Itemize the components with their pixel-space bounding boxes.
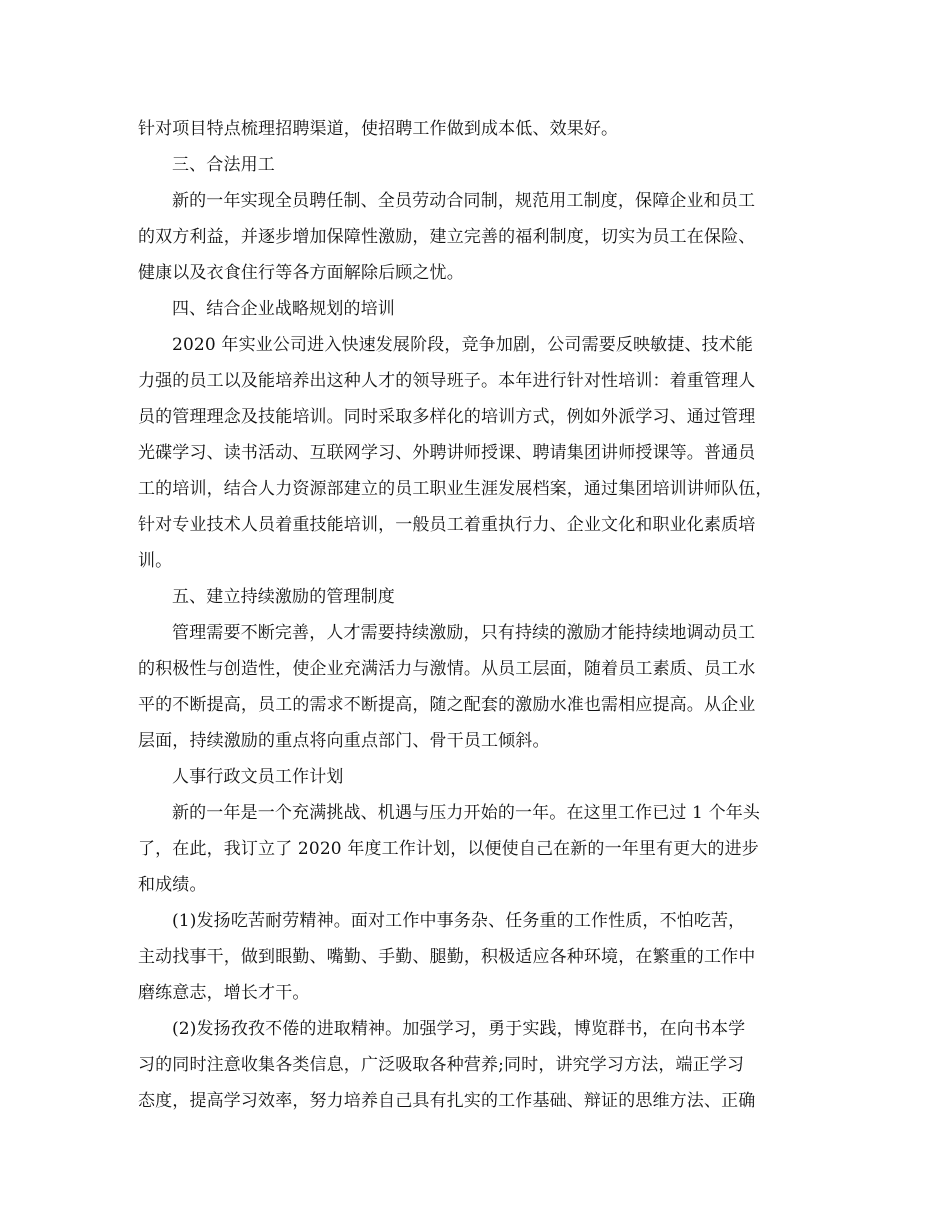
text-line: 态度，提高学习效率，努力培养自己具有扎实的工作基础、辩证的思维方法、正确: [138, 1091, 756, 1111]
text-line: 针对项目特点梳理招聘渠道，使招聘工作做到成本低、效果好。: [138, 119, 619, 139]
text-line: 新的一年是一个充满挑战、机遇与压力开始的一年。在这里工作已过 1 个年头: [172, 803, 761, 823]
section-heading: 四、结合企业战略规划的培训: [172, 299, 395, 319]
text-line: 层面，持续激励的重点将向重点部门、骨干员工倾斜。: [138, 731, 550, 751]
text-line: 员的管理理念及技能培训。同时采取多样化的培训方式，例如外派学习、通过管理: [138, 407, 756, 427]
text-line: 力强的员工以及能培养出这种人才的领导班子。本年进行针对性培训：着重管理人: [138, 371, 756, 391]
text-line: (1)发扬吃苦耐劳精神。面对工作中事务杂、任务重的工作性质，不怕吃苦，: [172, 911, 746, 931]
text-line: 的积极性与创造性，使企业充满活力与激情。从员工层面，随着员工素质、员工水: [138, 659, 756, 679]
text-line: 新的一年实现全员聘任制、全员劳动合同制，规范用工制度，保障企业和员工: [172, 191, 756, 211]
text-line: 工的培训，结合人力资源部建立的员工职业生涯发展档案，通过集团培训讲师队伍，: [138, 479, 773, 499]
text-line: 平的不断提高，员工的需求不断提高，随之配套的激励水准也需相应提高。从企业: [138, 695, 756, 715]
text-line: 习的同时注意收集各类信息，广泛吸取各种营养;同时，讲究学习方法，端正学习: [138, 1055, 745, 1075]
text-line: (2)发扬孜孜不倦的进取精神。加强学习，勇于实践，博览群书，在向书本学: [172, 1019, 746, 1039]
text-line: 了，在此，我订立了 2020 年度工作计划，以便使自己在新的一年里有更大的进步: [138, 839, 759, 859]
section-heading: 三、合法用工: [172, 155, 275, 175]
text-line: 针对专业技术人员着重技能培训，一般员工着重执行力、企业文化和职业化素质培: [138, 515, 756, 535]
text-line: 2020 年实业公司进入快速发展阶段，竞争加剧，公司需要反映敏捷、技术能: [172, 335, 754, 355]
text-line: 光碟学习、读书活动、互联网学习、外聘讲师授课、聘请集团讲师授课等。普通员: [138, 443, 756, 463]
text-line: 主动找事干，做到眼勤、嘴勤、手勤、腿勤，积极适应各种环境，在繁重的工作中: [138, 947, 756, 967]
text-line: 的双方利益，并逐步增加保障性激励，建立完善的福利制度，切实为员工在保险、: [138, 227, 756, 247]
section-heading: 五、建立持续激励的管理制度: [172, 587, 395, 607]
section-heading: 人事行政文员工作计划: [172, 767, 344, 787]
text-line: 磨练意志，增长才干。: [138, 983, 310, 1003]
text-line: 健康以及衣食住行等各方面解除后顾之忧。: [138, 263, 464, 283]
text-line: 管理需要不断完善，人才需要持续激励，只有持续的激励才能持续地调动员工: [172, 623, 756, 643]
text-line: 和成绩。: [138, 875, 207, 895]
text-line: 训。: [138, 551, 173, 571]
